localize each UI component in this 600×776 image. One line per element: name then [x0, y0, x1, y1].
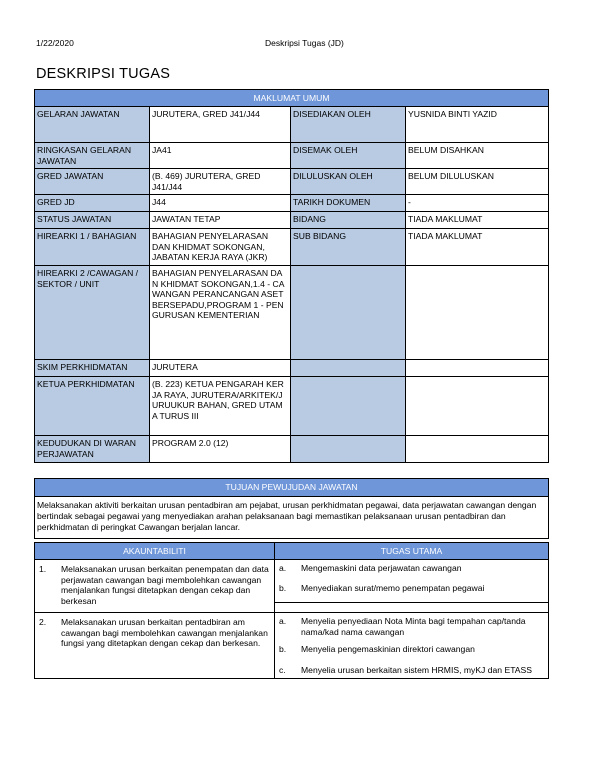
tugas-utama-heading: TUGAS UTAMA [275, 543, 549, 560]
tujuan-text: Melaksanakan aktiviti berkaitan urusan pentadbiran am pejabat, urusan perkhidmatan pegawai, data perjawatan cawangan dengan bertindak sebagai pegawai yang menyediakan arahan pelaksanaan bagi memastikan pelaksanaan urusan pentadbiran dan perkhidmatan di peringkat Cawangan berjalan lancar. [35, 497, 549, 539]
empty-value-cell [406, 377, 549, 436]
task-letter: a. [279, 563, 287, 573]
label-gred-jawatan: GRED JAWATAN [35, 169, 150, 195]
task-item [277, 613, 546, 642]
empty-value-cell [406, 436, 549, 463]
task-text: Menyelia urusan berkaitan sistem HRMIS, myKJ dan ETASS [301, 664, 533, 675]
task-item [277, 642, 546, 663]
label-skim-perkhidmatan: SKIM PERKHIDMATAN [35, 360, 150, 377]
label-sub-bidang: SUB BIDANG [291, 229, 406, 266]
tujuan-table [34, 478, 549, 539]
task-text: Mengemaskini data perjawatan cawangan [301, 563, 462, 573]
value-ringkasan-gelaran: JA41 [150, 143, 291, 169]
value-disediakan-oleh: YUSNIDA BINTI YAZID [406, 107, 549, 143]
task-text: Menyelia pengemaskinian direktori cawangan [301, 644, 475, 654]
accountability-text: Melaksanakan urusan berkaitan pentadbiran am cawangan bagi membolehkan cawangan menjalankan fungsi yang ditetapkan dengan cekap dan berkesan. [61, 617, 268, 648]
value-disemak-oleh: BELUM DISAHKAN [406, 143, 549, 169]
task-text: Menyelia penyediaan Nota Minta bagi tempahan cap/tanda nama/kad nama cawangan [301, 616, 526, 637]
label-hirearki-1: HIREARKI 1 / BAHAGIAN [35, 229, 150, 266]
maklumat-umum-heading: MAKLUMAT UMUM [35, 90, 549, 107]
accountability-row-2 [35, 613, 275, 679]
accountability-number: 1. [39, 564, 47, 574]
value-bidang: TIADA MAKLUMAT [406, 212, 549, 229]
print-date: 1/22/2020 [36, 38, 74, 48]
empty-value-cell [406, 266, 549, 360]
value-status-jawatan: JAWATAN TETAP [150, 212, 291, 229]
empty-label-cell [291, 377, 406, 436]
value-hirearki-1: BAHAGIAN PENYELARASAN DAN KHIDMAT SOKONGAN, JABATAN KERJA RAYA (JKR) [150, 229, 291, 266]
value-gelaran-jawatan: JURUTERA, GRED J41/J44 [150, 107, 291, 143]
label-ketua-perkhidmatan: KETUA PERKHIDMATAN [35, 377, 150, 436]
task-item [277, 663, 546, 679]
task-item [277, 580, 546, 603]
empty-label-cell [291, 436, 406, 463]
task-letter: a. [279, 616, 287, 626]
accountability-row-1 [35, 560, 275, 613]
label-disediakan-oleh: DISEDIAKAN OLEH [291, 107, 406, 143]
task-letter: c. [279, 664, 286, 675]
tasks-row-1 [275, 560, 549, 613]
value-skim-perkhidmatan: JURUTERA [150, 360, 291, 377]
akauntabiliti-heading: AKAUNTABILITI [35, 543, 275, 560]
label-hirearki-2: HIREARKI 2 /CAWAGAN / SEKTOR / UNIT [35, 266, 150, 360]
document-header-title: Deskripsi Tugas (JD) [265, 38, 344, 48]
label-kedudukan-waran: KEDUDUKAN DI WARAN PERJAWATAN [35, 436, 150, 463]
value-sub-bidang: TIADA MAKLUMAT [406, 229, 549, 266]
label-disemak-oleh: DISEMAK OLEH [291, 143, 406, 169]
label-status-jawatan: STATUS JAWATAN [35, 212, 150, 229]
akauntabiliti-table [34, 542, 549, 679]
empty-value-cell [406, 360, 549, 377]
empty-label-cell [291, 360, 406, 377]
accountability-text: Melaksanakan urusan berkaitan penempatan dan data perjawatan cawangan bagi membolehkan cawangan menjalankan fungsi ditetapkan dengan cekap dan berkesan [61, 564, 269, 606]
value-kedudukan-waran: PROGRAM 2.0 (12) [150, 436, 291, 463]
empty-label-cell [291, 266, 406, 360]
value-ketua-perkhidmatan: (B. 223) KETUA PENGARAH KERJA RAYA, JURUTERA/ARKITEK/JURUUKUR BAHAN, GRED UTAMA TURUS III [150, 377, 291, 436]
value-gred-jawatan: (B. 469) JURUTERA, GRED J41/J44 [150, 169, 291, 195]
value-tarikh-dokumen: - [406, 195, 549, 212]
tujuan-heading: TUJUAN PEWUJUDAN JAWATAN [35, 479, 549, 497]
label-ringkasan-gelaran: RINGKASAN GELARAN JAWATAN [35, 143, 150, 169]
task-text: Menyediakan surat/memo penempatan pegawai [301, 582, 485, 593]
label-diluluskan-oleh: DILULUSKAN OLEH [291, 169, 406, 195]
value-gred-jd: J44 [150, 195, 291, 212]
task-letter: b. [279, 582, 287, 593]
task-letter: b. [279, 644, 287, 654]
label-bidang: BIDANG [291, 212, 406, 229]
task-divider [275, 602, 548, 603]
label-gred-jd: GRED JD [35, 195, 150, 212]
tasks-row-2 [275, 613, 549, 679]
maklumat-umum-table [34, 89, 549, 463]
accountability-number: 2. [39, 617, 47, 627]
value-diluluskan-oleh: BELUM DILULUSKAN [406, 169, 549, 195]
task-item [277, 560, 546, 580]
label-gelaran-jawatan: GELARAN JAWATAN [35, 107, 150, 143]
label-tarikh-dokumen: TARIKH DOKUMEN [291, 195, 406, 212]
page-header [36, 38, 564, 52]
page-title: DESKRIPSI TUGAS [36, 66, 171, 82]
value-hirearki-2: BAHAGIAN PENYELARASAN DAN KHIDMAT SOKONGAN,1.4 - CAWANGAN PERANCANGAN ASET BERSEPADU,PROGRAM 1 - PENGURUSAN KEMENTERIAN [150, 266, 291, 360]
